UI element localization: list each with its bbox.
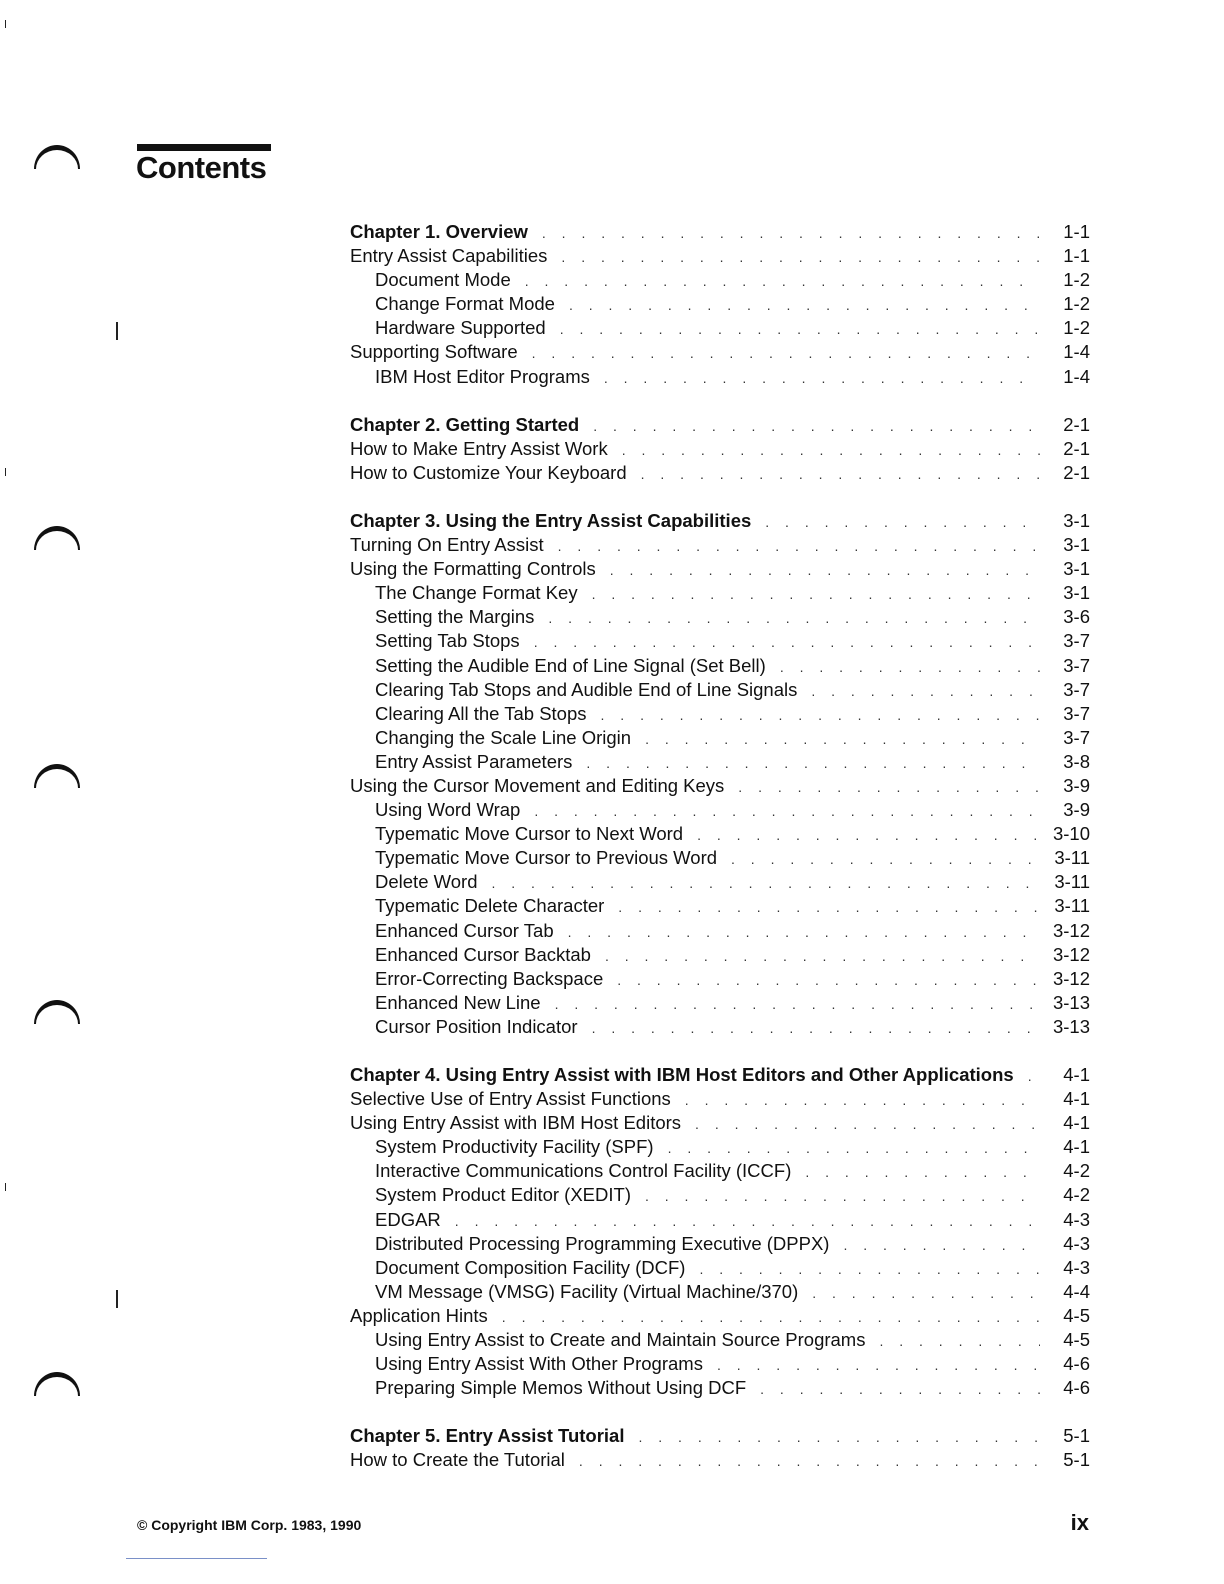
dot-leader [685, 1092, 1040, 1108]
toc-page-number: 5-1 [1063, 1449, 1090, 1471]
toc-entry[interactable] [350, 1209, 1090, 1233]
dot-leader [592, 1020, 1039, 1036]
dot-leader [843, 1237, 1040, 1253]
dot-leader [699, 1261, 1040, 1277]
toc-entry[interactable] [350, 799, 1090, 823]
toc-section [350, 414, 1090, 486]
toc-page-number: 3-9 [1063, 774, 1090, 796]
toc-page-number: 4-6 [1063, 1377, 1090, 1399]
dot-leader [568, 924, 1039, 940]
toc-entry-label: Typematic Move Cursor to Next Word [375, 823, 684, 845]
toc-entry-label: Typematic Move Cursor to Previous Word [375, 847, 718, 869]
dot-leader [760, 1381, 1040, 1397]
toc-entry[interactable] [350, 968, 1090, 992]
toc-page-number: 4-3 [1063, 1232, 1090, 1254]
toc-entry-label: Typematic Delete Character [375, 895, 605, 917]
binder-punch-mark [34, 1372, 80, 1396]
dot-leader [805, 1164, 1040, 1180]
toc-entry-label: Setting the Audible End of Line Signal (Set Bell) [375, 654, 766, 676]
toc-entry[interactable] [350, 847, 1090, 871]
toc-entry-label: Setting Tab Stops [375, 630, 520, 652]
toc-page-number: 4-5 [1063, 1304, 1090, 1326]
toc-page-number: 1-4 [1063, 365, 1090, 387]
toc-entry-label: Clearing All the Tab Stops [375, 702, 587, 724]
dot-leader [601, 707, 1040, 723]
toc-entry[interactable] [350, 895, 1090, 919]
revision-bar [116, 322, 118, 340]
toc-entry-label: Using Entry Assist With Other Programs [375, 1353, 703, 1375]
toc-page-number: 3-12 [1052, 943, 1090, 965]
toc-page-number: 3-1 [1063, 558, 1090, 580]
dot-leader [560, 321, 1040, 337]
toc-page-number: 4-2 [1063, 1160, 1090, 1182]
dot-leader [697, 827, 1039, 843]
toc-page-number: 3-1 [1063, 534, 1090, 556]
toc-entry-label: Supporting Software [350, 341, 518, 363]
toc-entry-label: Document Composition Facility (DCF) [375, 1256, 686, 1278]
dot-leader [622, 442, 1040, 458]
toc-entry[interactable] [350, 245, 1090, 269]
toc-page-number: 3-12 [1052, 919, 1090, 941]
dot-leader [645, 1188, 1040, 1204]
dot-leader [695, 1116, 1040, 1132]
toc-entry[interactable] [350, 1184, 1090, 1208]
toc-page-number: 2-1 [1063, 413, 1090, 435]
toc-entry-label: Document Mode [375, 269, 511, 291]
toc-page-number: 1-2 [1063, 293, 1090, 315]
binder-punch-mark [34, 1000, 80, 1024]
toc-entry-label: Changing the Scale Line Origin [375, 726, 632, 748]
toc-page-number: 4-1 [1063, 1112, 1090, 1134]
toc-chapter-heading[interactable] [350, 221, 1090, 245]
toc-entry-label: IBM Host Editor Programs [375, 365, 590, 387]
toc-page-number: 4-4 [1063, 1280, 1090, 1302]
toc-entry[interactable] [350, 1305, 1090, 1329]
dot-leader [534, 803, 1040, 819]
toc-entry-label: The Change Format Key [375, 582, 578, 604]
toc-entry-label: Turning On Entry Assist [350, 534, 544, 556]
toc-page-number: 4-6 [1063, 1353, 1090, 1375]
toc-page-number: 3-11 [1054, 847, 1090, 869]
copyright-notice: © Copyright IBM Corp. 1983, 1990 [137, 1517, 362, 1533]
dot-leader [617, 972, 1039, 988]
toc-entry[interactable] [350, 582, 1090, 606]
toc-page-number: 4-3 [1063, 1256, 1090, 1278]
toc-entry-label: Entry Assist Parameters [375, 750, 573, 772]
toc-page-number: 4-3 [1063, 1208, 1090, 1230]
toc-entry-label: Using Entry Assist with IBM Host Editors [350, 1112, 682, 1134]
toc-entry-label: Enhanced New Line [375, 991, 541, 1013]
dot-leader [586, 755, 1040, 771]
toc-entry-label: Clearing Tab Stops and Audible End of Line Signals [375, 678, 798, 700]
toc-page-number: 3-12 [1052, 967, 1090, 989]
toc-page-number: 4-1 [1063, 1064, 1090, 1085]
dot-leader [593, 418, 1040, 434]
toc-page-number: 3-7 [1063, 630, 1090, 652]
toc-entry[interactable] [350, 462, 1090, 486]
toc-entry-label: Hardware Supported [375, 317, 546, 339]
toc-page-number: 3-7 [1063, 678, 1090, 700]
toc-entry-label: System Product Editor (XEDIT) [375, 1184, 631, 1206]
toc-page-number: 3-6 [1063, 606, 1090, 628]
toc-page-number: 2-1 [1063, 461, 1090, 483]
footer-rule [126, 1558, 267, 1559]
dot-leader [645, 731, 1040, 747]
dot-leader [491, 875, 1040, 891]
toc-page-number: 4-2 [1063, 1184, 1090, 1206]
dot-leader [548, 610, 1040, 626]
dot-leader [879, 1333, 1040, 1349]
toc-entry[interactable] [350, 655, 1090, 679]
toc-page-number: 1-2 [1063, 269, 1090, 291]
dot-leader [561, 249, 1040, 265]
toc-page-number: 3-10 [1052, 823, 1090, 845]
toc-entry[interactable] [350, 317, 1090, 341]
toc-entry-label: Error-Correcting Backspace [375, 967, 604, 989]
toc-entry-label: Distributed Processing Programming Executive (DPPX) [375, 1232, 830, 1254]
toc-entry-label: Cursor Position Indicator [375, 1015, 578, 1037]
toc-entry[interactable] [350, 823, 1090, 847]
toc-page-number: 3-1 [1063, 509, 1090, 531]
toc-entry[interactable] [350, 293, 1090, 317]
dot-leader [618, 899, 1040, 915]
dot-leader [1028, 1068, 1040, 1084]
toc-entry-label: Chapter 2. Getting Started [350, 413, 580, 435]
dot-leader [534, 634, 1040, 650]
toc-entry[interactable] [350, 1257, 1090, 1281]
revision-bar [116, 1290, 118, 1308]
toc-page-number: 3-7 [1063, 702, 1090, 724]
toc-page-number: 4-5 [1063, 1329, 1090, 1351]
toc-chapter-heading[interactable] [350, 510, 1090, 534]
toc-entry[interactable] [350, 751, 1090, 775]
toc-entry-label: Application Hints [350, 1304, 488, 1326]
toc-entry[interactable] [350, 366, 1090, 390]
toc-entry-label: Interactive Communications Control Facility (ICCF) [375, 1160, 792, 1182]
toc-page-number: 1-2 [1063, 317, 1090, 339]
toc-entry[interactable] [350, 606, 1090, 630]
toc-entry-label: Chapter 1. Overview [350, 221, 528, 242]
dot-leader [811, 683, 1040, 699]
scan-mark [5, 1183, 6, 1191]
toc-entry[interactable] [350, 1233, 1090, 1257]
toc-entry[interactable] [350, 775, 1090, 799]
toc-entry-label: Preparing Simple Memos Without Using DCF [375, 1377, 747, 1399]
dot-leader [738, 779, 1040, 795]
toc-entry-label: Enhanced Cursor Backtab [375, 943, 591, 965]
toc-entry[interactable] [350, 920, 1090, 944]
toc-entry-label: Selective Use of Entry Assist Functions [350, 1088, 671, 1110]
toc-entry[interactable] [350, 1281, 1090, 1305]
page-number: ix [1070, 1510, 1089, 1535]
toc-entry-label: Using the Cursor Movement and Editing Keys [350, 774, 725, 796]
toc-section [350, 221, 1090, 390]
dot-leader [812, 1285, 1040, 1301]
toc-page-number: 4-1 [1063, 1088, 1090, 1110]
toc-entry[interactable] [350, 1449, 1090, 1473]
toc-entry[interactable] [350, 992, 1090, 1016]
toc-entry[interactable] [350, 341, 1090, 365]
binder-punch-mark [34, 764, 80, 788]
dot-leader [731, 851, 1040, 867]
dot-leader [455, 1213, 1040, 1229]
toc-page-number: 3-1 [1063, 582, 1090, 604]
toc-entry-label: Enhanced Cursor Tab [375, 919, 554, 941]
dot-leader [592, 586, 1040, 602]
toc-chapter-heading[interactable] [350, 1425, 1090, 1449]
toc-entry-label: Setting the Margins [375, 606, 535, 628]
toc-entry[interactable] [350, 1160, 1090, 1184]
binder-punch-mark [34, 526, 80, 550]
dot-leader [605, 948, 1039, 964]
dot-leader [641, 466, 1040, 482]
toc-page-number: 1-4 [1063, 341, 1090, 363]
toc-entry[interactable] [350, 871, 1090, 895]
toc-chapter-heading[interactable] [350, 1064, 1090, 1088]
toc-page-number: 3-7 [1063, 654, 1090, 676]
dot-leader [638, 1429, 1040, 1445]
toc-page-number: 1-1 [1063, 221, 1090, 242]
toc-entry-label: Chapter 5. Entry Assist Tutorial [350, 1425, 625, 1447]
toc-page-number: 2-1 [1063, 437, 1090, 459]
toc-entry[interactable] [350, 944, 1090, 968]
toc-page-number: 3-13 [1052, 991, 1090, 1013]
dot-leader [668, 1140, 1040, 1156]
toc-page-number: 5-1 [1063, 1425, 1090, 1447]
toc-page-number: 4-1 [1063, 1136, 1090, 1158]
toc-entry[interactable] [350, 1136, 1090, 1160]
toc-entry-label: Using the Formatting Controls [350, 558, 596, 580]
toc-entry-label: EDGAR [375, 1208, 441, 1230]
dot-leader [717, 1357, 1040, 1373]
dot-leader [555, 996, 1039, 1012]
toc-entry-label: Chapter 4. Using Entry Assist with IBM Host Editors and Other Applications [350, 1064, 1014, 1085]
dot-leader [502, 1309, 1040, 1325]
scan-mark [5, 20, 6, 28]
toc-entry[interactable] [350, 703, 1090, 727]
toc-entry-label: Change Format Mode [375, 293, 555, 315]
toc-page-number: 3-9 [1063, 799, 1090, 821]
toc-entry[interactable] [350, 438, 1090, 462]
toc-entry[interactable] [350, 558, 1090, 582]
dot-leader [542, 225, 1040, 241]
toc-entry-label: VM Message (VMSG) Facility (Virtual Machine/370) [375, 1280, 799, 1302]
page-title: Contents [136, 150, 267, 185]
toc-page-number: 3-11 [1054, 895, 1090, 917]
toc-entry-label: How to Customize Your Keyboard [350, 461, 627, 483]
toc-entry[interactable] [350, 1353, 1090, 1377]
dot-leader [525, 273, 1040, 289]
toc-entry-label: Delete Word [375, 871, 478, 893]
toc-chapter-heading[interactable] [350, 414, 1090, 438]
toc-entry-label: Chapter 3. Using the Entry Assist Capabilities [350, 509, 752, 531]
dot-leader [579, 1453, 1040, 1469]
toc-entry-label: Entry Assist Capabilities [350, 245, 548, 267]
toc-entry[interactable] [350, 727, 1090, 751]
toc-page-number: 3-13 [1052, 1015, 1090, 1037]
toc-section [350, 1425, 1090, 1473]
toc-entry[interactable] [350, 1329, 1090, 1353]
toc-page-number: 3-11 [1054, 871, 1090, 893]
toc-entry[interactable] [350, 269, 1090, 293]
toc-entry[interactable] [350, 1088, 1090, 1112]
toc-entry-label: How to Make Entry Assist Work [350, 437, 608, 459]
toc-entry[interactable] [350, 1112, 1090, 1136]
toc-page-number: 3-7 [1063, 726, 1090, 748]
dot-leader [780, 659, 1040, 675]
toc-page-number: 1-1 [1063, 245, 1090, 267]
toc-entry-label: System Productivity Facility (SPF) [375, 1136, 654, 1158]
toc-section [350, 510, 1090, 1040]
toc-entry-label: Using Word Wrap [375, 799, 521, 821]
toc-entry[interactable] [350, 1016, 1090, 1040]
toc-entry[interactable] [350, 1377, 1090, 1401]
toc-section [350, 1064, 1090, 1401]
dot-leader [610, 562, 1040, 578]
dot-leader [532, 345, 1040, 361]
binder-punch-mark [34, 145, 80, 169]
table-of-contents [350, 221, 1090, 1498]
toc-entry-label: How to Create the Tutorial [350, 1449, 565, 1471]
toc-entry[interactable] [350, 534, 1090, 558]
dot-leader [604, 370, 1040, 386]
toc-page-number: 3-8 [1063, 750, 1090, 772]
dot-leader [558, 538, 1040, 554]
dot-leader [569, 297, 1040, 313]
toc-entry-label: Using Entry Assist to Create and Maintain Source Programs [375, 1329, 866, 1351]
toc-entry[interactable] [350, 679, 1090, 703]
scan-mark [5, 468, 6, 476]
toc-entry[interactable] [350, 630, 1090, 654]
dot-leader [765, 514, 1040, 530]
